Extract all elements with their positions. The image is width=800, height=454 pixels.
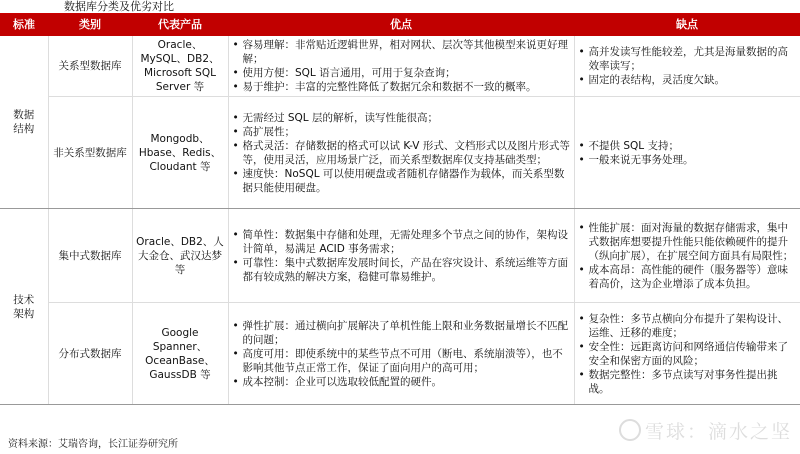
group-label: 技术 架构 xyxy=(0,209,48,405)
pros-item: • 速度快：NoSQL 可以使用硬盘或者随机存储器作为载体，而关系型数据只能使用硬盘。 xyxy=(232,167,571,195)
group-label: 数据 结构 xyxy=(0,36,48,209)
cons-item: • 安全性：远距离访问和网络通信传输带来了安全和保密方面的风险； xyxy=(578,340,798,368)
source-note: 资料来源：艾瑞咨询，长江证券研究所 xyxy=(8,439,178,450)
pros-item: • 高扩展性； xyxy=(232,125,571,139)
pros-item: • 易于维护：丰富的完整性降低了数据冗余和数据不一致的概率。 xyxy=(232,80,571,94)
row-products: Google Spanner、OceanBase、GaussDB 等 xyxy=(132,303,228,405)
pros-list xyxy=(232,111,571,195)
cons-list xyxy=(578,139,798,167)
table-row xyxy=(0,97,800,209)
pros-item: • 成本控制：企业可以选取较低配置的硬件。 xyxy=(232,375,571,389)
snowball-logo-icon xyxy=(619,419,641,441)
pros-item: • 高度可用：即使系统中的某些节点不可用（断电、系统崩溃等），也不影响其他节点正常工作，保证了面向用户的高可用； xyxy=(232,347,571,375)
row-cons xyxy=(574,97,800,209)
cons-item: • 一般来说无事务处理。 xyxy=(578,153,798,167)
cons-item: • 性能扩展：面对海量的数据存储需求，集中式数据库想要提升性能只能依赖硬件的提升（纵向扩展），在扩展空间方面具有局限性； xyxy=(578,221,798,263)
pros-item: • 无需经过 SQL 层的解析，读写性能很高； xyxy=(232,111,571,125)
pros-item: • 容易理解：非常贴近逻辑世界，相对网状、层次等其他模型来说更好理解； xyxy=(232,38,571,66)
cons-item: • 数据完整性：多节点读写对事务性提出挑战。 xyxy=(578,368,798,396)
row-cons xyxy=(574,209,800,303)
header-standard: 标准 xyxy=(0,14,48,36)
pros-list xyxy=(232,38,571,94)
table-row xyxy=(0,209,800,303)
row-category: 集中式数据库 xyxy=(48,209,132,303)
watermark-text: 雪球：滴水之坚 xyxy=(644,421,792,443)
pros-item: • 可靠性：集中式数据库发展时间长，产品在容灾设计、系统运维等方面都有较成熟的解决方案，稳健可靠易维护。 xyxy=(232,256,571,284)
cons-list xyxy=(578,221,798,291)
row-category: 分布式数据库 xyxy=(48,303,132,405)
table-row xyxy=(0,36,800,97)
pros-item: • 格式灵活：存储数据的格式可以试 K-V 形式、文档形式以及图片形式等等，使用灵活，应用场景广泛，而关系型数据库仅支持基础类型； xyxy=(232,139,571,167)
row-pros xyxy=(228,97,574,209)
cons-item: • 高并发读写性能较差，尤其是海量数据的高效率读写； xyxy=(578,45,798,73)
pros-item: • 弹性扩展：通过横向扩展解决了单机性能上限和业务数据量增长不匹配的问题； xyxy=(232,319,571,347)
pros-item: • 使用方便：SQL 语言通用，可用于复杂查询； xyxy=(232,66,571,80)
header-cons: 缺点 xyxy=(574,14,800,36)
watermark xyxy=(619,419,792,444)
table-caption: 数据库分类及优劣对比 xyxy=(64,0,174,13)
row-category: 关系型数据库 xyxy=(48,36,132,97)
header-category: 类别 xyxy=(48,14,132,36)
row-products: Oracle、DB2、人大金仓、武汉达梦等 xyxy=(132,209,228,303)
row-category: 非关系型数据库 xyxy=(48,97,132,209)
pros-list xyxy=(232,319,571,389)
cons-item: • 固定的表结构，灵活度欠缺。 xyxy=(578,73,798,87)
row-pros xyxy=(228,209,574,303)
cons-item: • 成本高昂：高性能的硬件（服务器等）意味着高价，这为企业增添了成本负担。 xyxy=(578,263,798,291)
pros-item: • 简单性：数据集中存储和处理，无需处理多个节点之间的协作，架构设计简单，易满足 ACID 事务需求； xyxy=(232,228,571,256)
row-pros xyxy=(228,303,574,405)
cons-item: • 不提供 SQL 支持； xyxy=(578,139,798,153)
row-cons xyxy=(574,303,800,405)
table-row xyxy=(0,303,800,405)
table-header-row xyxy=(0,14,800,36)
comparison-table xyxy=(0,14,800,405)
row-pros xyxy=(228,36,574,97)
cons-list xyxy=(578,45,798,87)
row-products: Oracle、MySQL、DB2、Microsoft SQL Server 等 xyxy=(132,36,228,97)
header-products: 代表产品 xyxy=(132,14,228,36)
row-products: Mongodb、Hbase、Redis、Cloudant 等 xyxy=(132,97,228,209)
pros-list xyxy=(232,228,571,284)
cons-list xyxy=(578,312,798,396)
header-pros: 优点 xyxy=(228,14,574,36)
row-cons xyxy=(574,36,800,97)
cons-item: • 复杂性：多节点横向分布提升了架构设计、运维、迁移的难度； xyxy=(578,312,798,340)
